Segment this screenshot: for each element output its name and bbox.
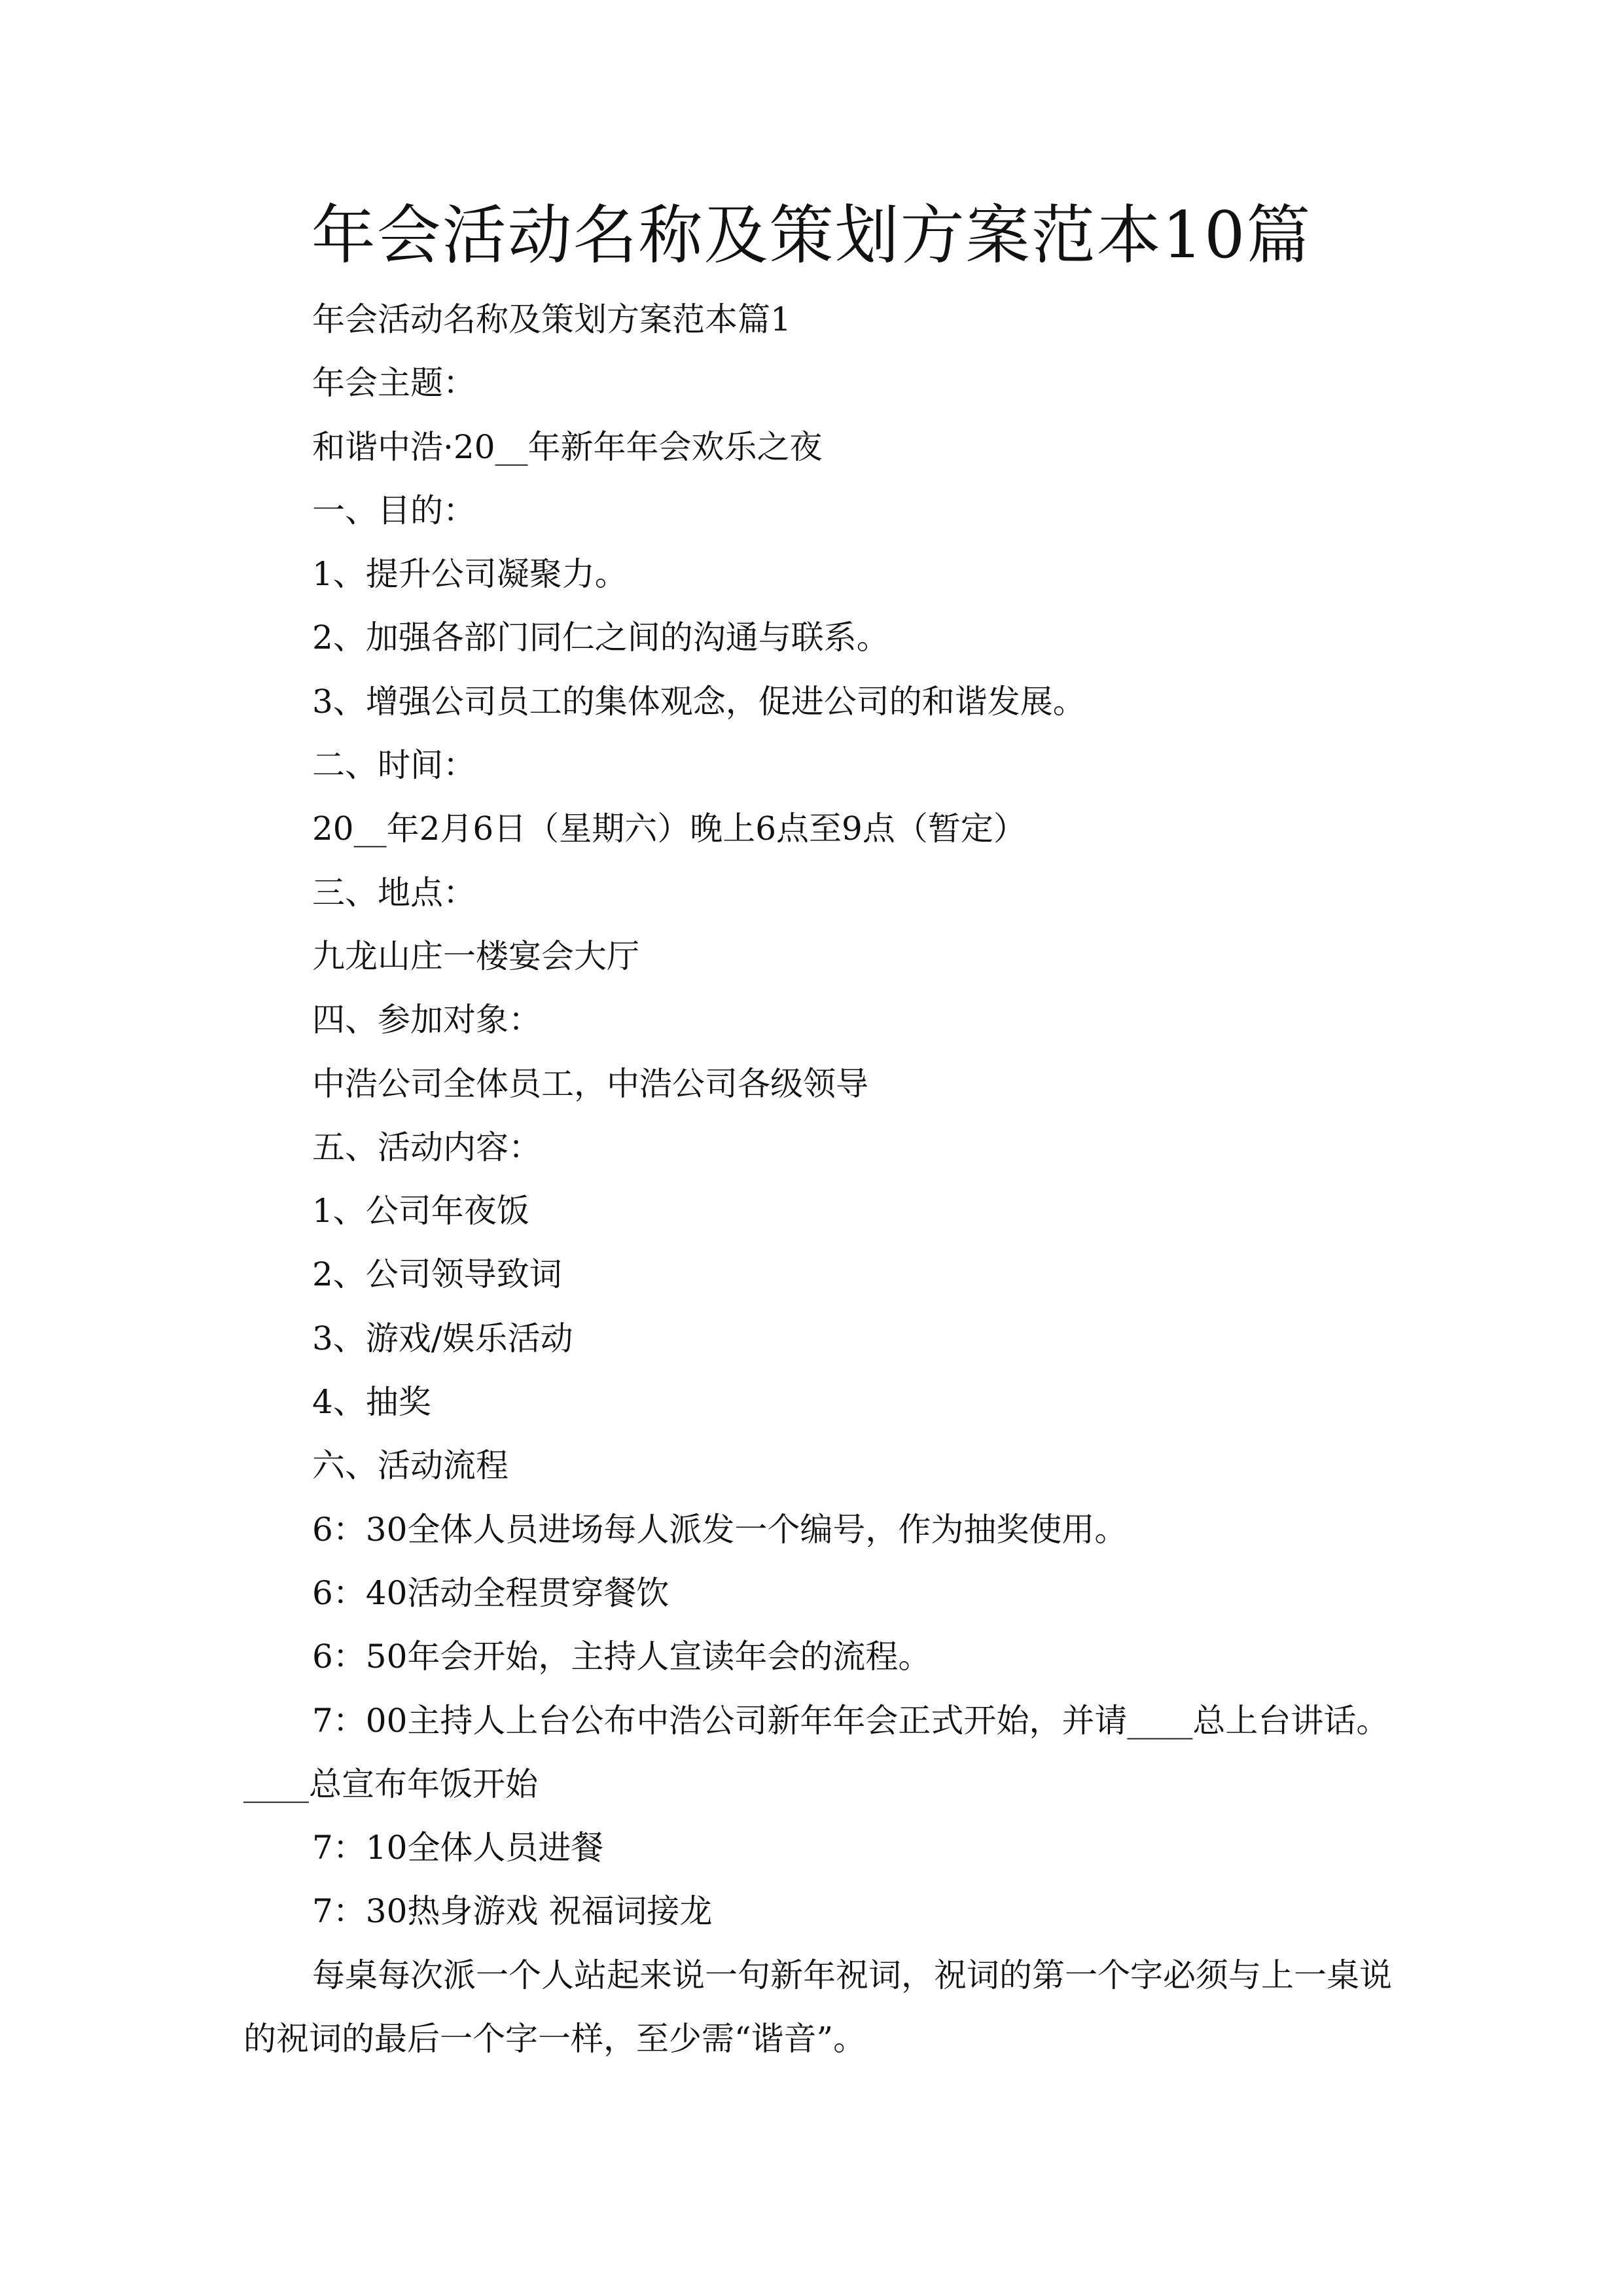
flow-item-0710: 7：10全体人员进餐: [312, 1829, 604, 1867]
flow-item-0630: 6：30全体人员进场每人派发一个编号，作为抽奖使用。: [312, 1510, 1128, 1549]
flow-item-0730: 7：30热身游戏 祝福词接龙: [312, 1892, 713, 1931]
section-content-heading: 五、活动内容：: [312, 1128, 541, 1166]
document-title: 年会活动名称及策划方案范本10篇: [311, 198, 1312, 273]
flow-item-0640: 6：40活动全程贯穿餐饮: [312, 1573, 669, 1612]
game-description: 每桌每次派一个人站起来说一句新年祝词，祝词的第一个字必须与上一桌说的祝词的最后一个字一样，至少需“谐音”。: [243, 1956, 1392, 2058]
section-time-heading: 二、时间：: [312, 746, 476, 785]
document-body: [243, 288, 1395, 2071]
purpose-item-2: 2、加强各部门同仁之间的沟通与联系。: [312, 619, 889, 657]
section-flow-heading: 六、活动流程: [312, 1446, 508, 1485]
content-item-3: 3、游戏/娱乐活动: [312, 1319, 573, 1357]
theme-text: 和谐中浩·20__年新年年会欢乐之夜: [312, 427, 823, 466]
section-purpose-heading: 一、目的：: [312, 491, 476, 529]
flow-item-0700: 7：00主持人上台公布中浩公司新年年会正式开始，并请____总上台讲话。____总宣布年饭开始: [243, 1701, 1389, 1803]
content-item-4: 4、抽奖: [312, 1383, 431, 1422]
section-location-heading: 三、地点：: [312, 873, 476, 912]
flow-item-0650: 6：50年会开始，主持人宣读年会的流程。: [312, 1638, 931, 1676]
content-item-2: 2、公司领导致词: [312, 1255, 562, 1294]
time-text: 20__年2月6日（星期六）晚上6点至9点（暂定）: [312, 810, 1026, 848]
purpose-item-1: 1、提升公司凝聚力。: [312, 555, 628, 594]
content-item-1: 1、公司年夜饭: [312, 1192, 529, 1230]
section-heading-part-1: 年会活动名称及策划方案范本篇1: [312, 300, 791, 338]
theme-label: 年会主题：: [312, 364, 476, 403]
section-participants-heading: 四、参加对象：: [312, 1001, 541, 1039]
location-text: 九龙山庄一楼宴会大厅: [312, 937, 639, 975]
participants-text: 中浩公司全体员工，中浩公司各级领导: [312, 1064, 868, 1103]
purpose-item-3: 3、增强公司员工的集体观念，促进公司的和谐发展。: [312, 682, 1086, 721]
